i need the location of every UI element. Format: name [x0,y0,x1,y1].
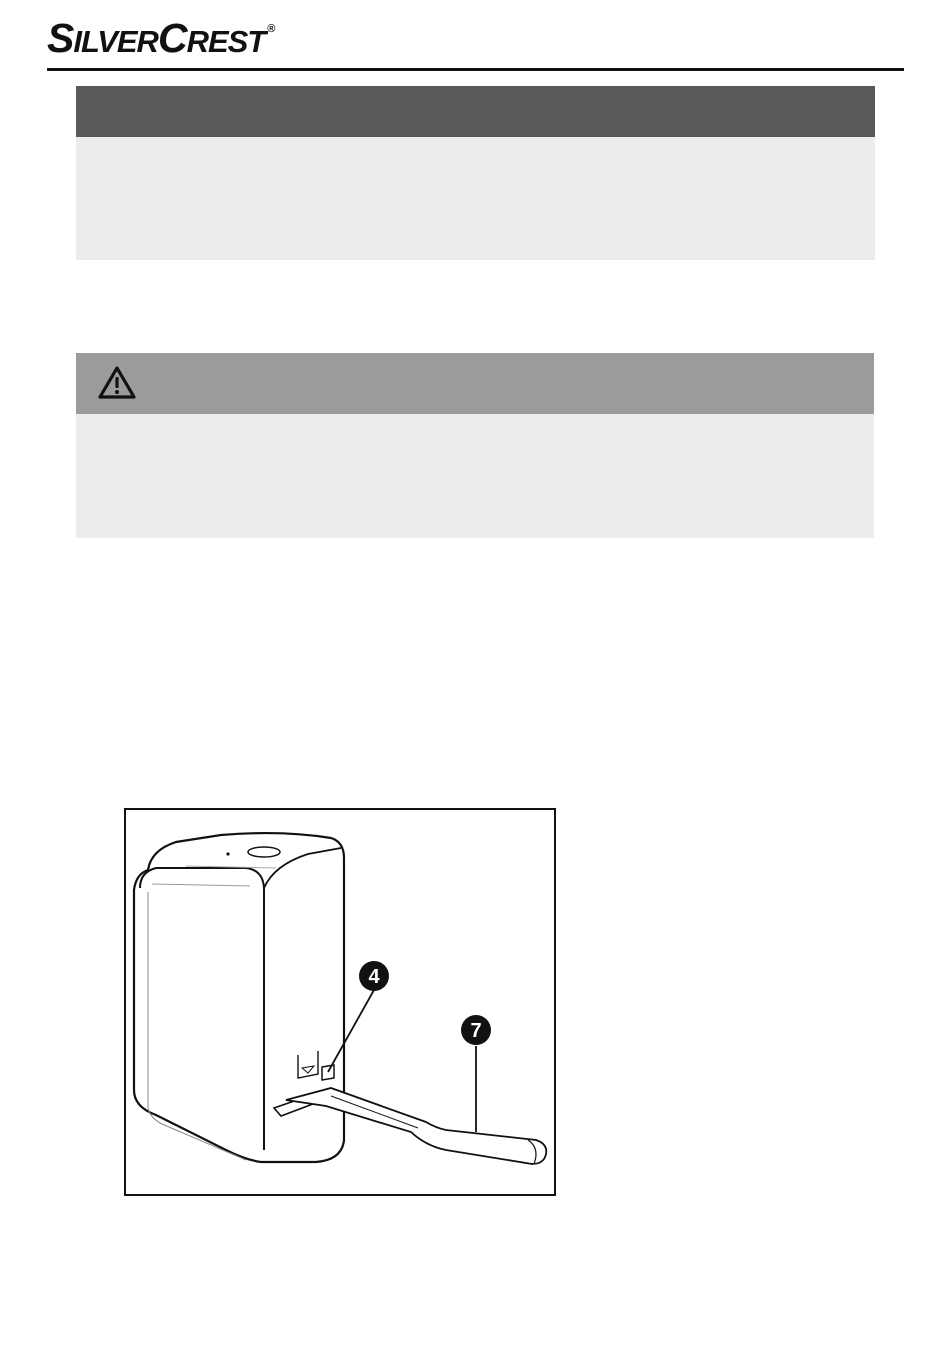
logo-letter-c: C [157,15,187,61]
callout-7 [461,1015,491,1045]
logo-letters-ilver: ILVER [73,24,158,59]
notice-box-body [76,137,875,260]
callout-4 [359,961,389,991]
notice-box-header [76,86,875,137]
header-rule [47,68,904,71]
logo-letter-s: S [47,15,74,61]
svg-text:4: 4 [368,966,380,988]
film-scanner-drawing [126,810,554,1194]
warning-triangle-icon [96,364,138,402]
svg-text:7: 7 [470,1020,482,1042]
registered-mark: ® [267,23,275,35]
warning-box-body [76,414,874,538]
warning-box-header [76,353,874,414]
silvercrest-logo [47,15,275,61]
logo-letters-rest: REST [186,24,266,59]
device-illustration [124,808,556,1196]
scanner-body [134,833,344,1162]
